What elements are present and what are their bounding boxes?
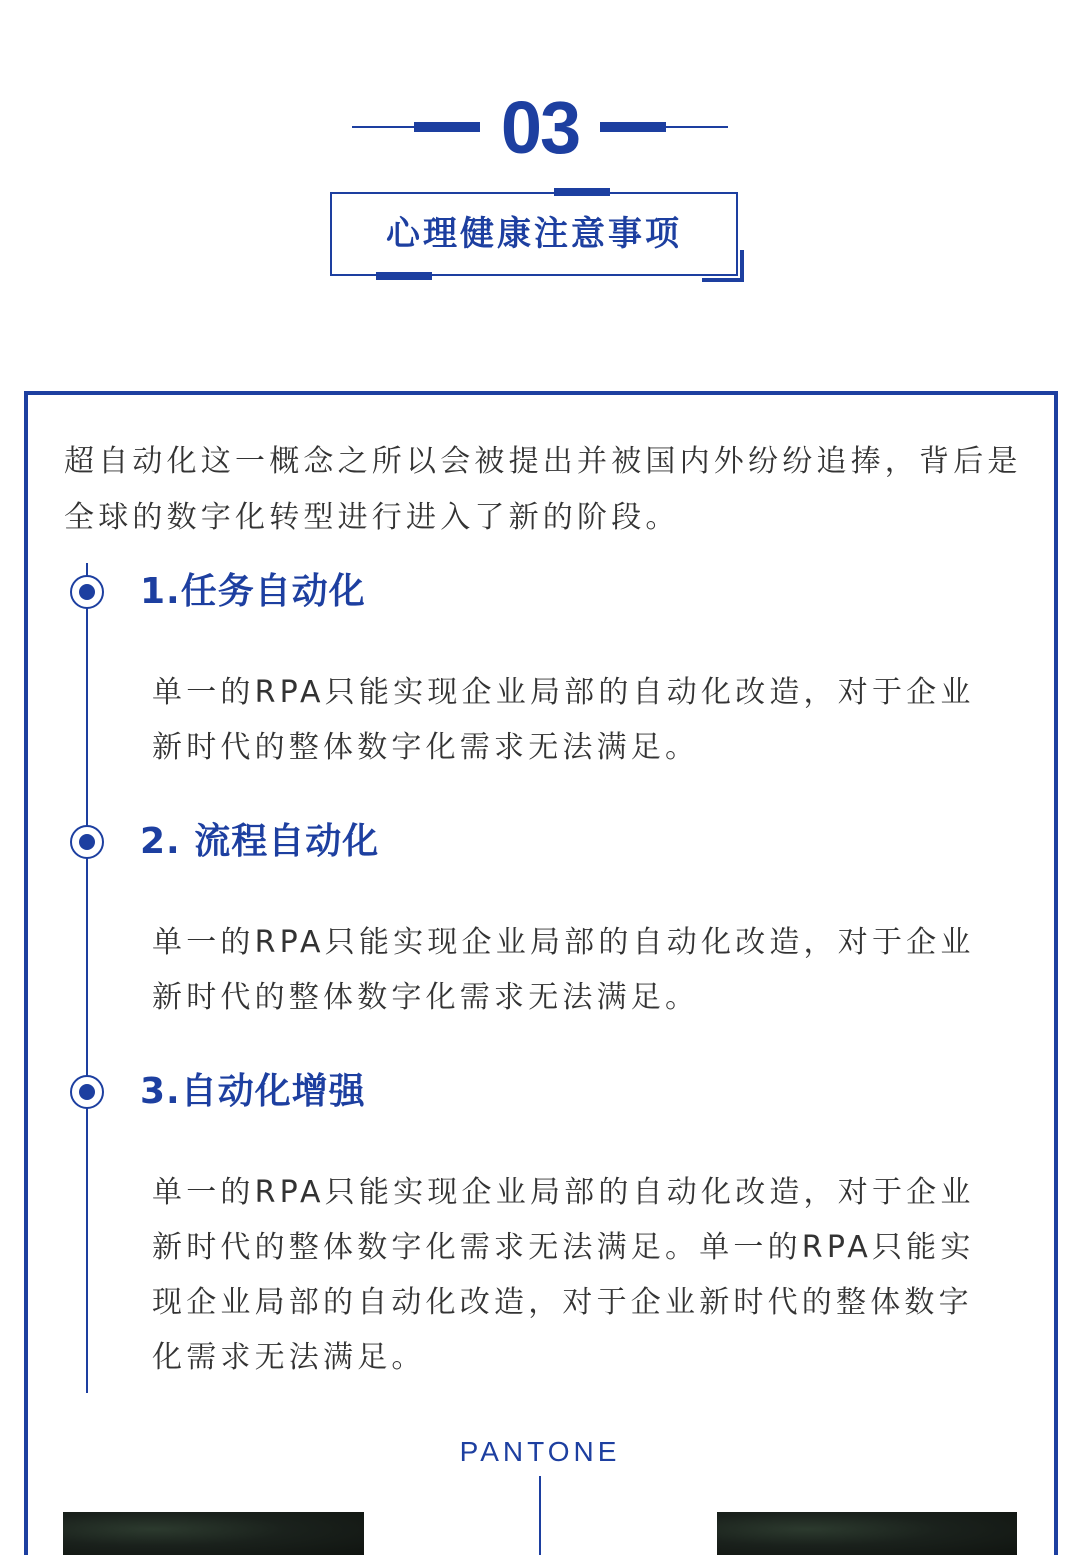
timeline-dot-icon xyxy=(70,1075,104,1109)
intro-paragraph: 超自动化这一概念之所以会被提出并被国内外纷纷追捧，背后是全球的数字化转型进行进入了新的阶段。 xyxy=(64,444,1022,535)
section-body: 单一的RPA只能实现企业局部的自动化改造，对于企业新时代的整体数字化需求无法满足。 xyxy=(152,675,975,765)
photo-left xyxy=(63,1512,364,1555)
header-rule-right-thin xyxy=(666,126,728,128)
section-heading: 1.任务自动化 xyxy=(140,571,366,612)
section-heading: 3.自动化增强 xyxy=(140,1071,366,1112)
photo-right xyxy=(717,1512,1017,1555)
timeline-dot-icon xyxy=(70,575,104,609)
timeline-dot-icon xyxy=(70,825,104,859)
title-frame-corner-h xyxy=(702,278,744,282)
section-heading: 2. 流程自动化 xyxy=(140,821,380,862)
section-body: 单一的RPA只能实现企业局部的自动化改造，对于企业新时代的整体数字化需求无法满足。单一的RPA只能实现企业局部的自动化改造，对于企业新时代的整体数字化需求无法满足。 xyxy=(152,1175,975,1375)
section-body: 单一的RPA只能实现企业局部的自动化改造，对于企业新时代的整体数字化需求无法满足。 xyxy=(152,925,975,1015)
section-number: 03 xyxy=(500,86,580,169)
pantone-label: PANTONE xyxy=(459,1436,621,1467)
title-frame-corner-v xyxy=(740,250,744,282)
header-rule-right-thick xyxy=(600,122,666,132)
page-title: 心理健康注意事项 xyxy=(386,214,682,254)
timeline-line xyxy=(86,563,88,1393)
pantone-divider xyxy=(539,1476,541,1555)
